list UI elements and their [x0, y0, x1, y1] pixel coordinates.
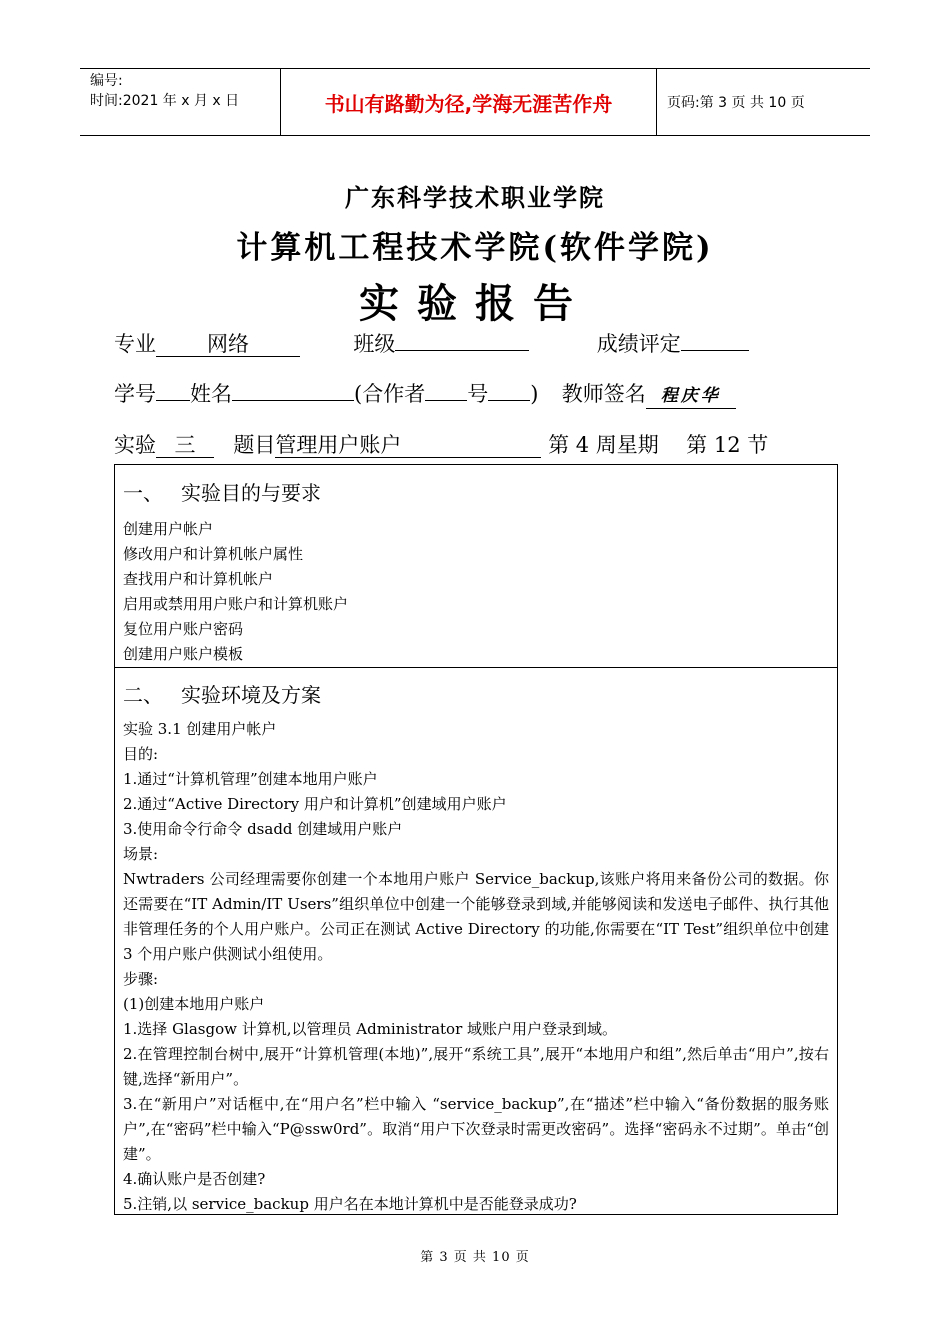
grade-label: 成绩评定	[596, 332, 681, 356]
step-item: 2.在管理控制台树中,展开“计算机管理(本地)”,展开“系统工具”,展开“本地用户和组”,然后单击“用户”,按右键,选择“新用户”。	[123, 1045, 829, 1088]
week-text: 第 4 周星期	[548, 433, 659, 457]
grade-value	[681, 350, 749, 351]
student-id-label: 学号	[114, 382, 156, 406]
section1-heading	[115, 465, 837, 509]
list-item: 启用或禁用用户账户和计算机账户	[123, 595, 349, 613]
teacher-sign-label: 教师签名	[561, 382, 646, 406]
partner-value	[425, 400, 467, 401]
exp-label: 实验	[114, 433, 156, 457]
scenario-paragraph: Nwtraders 公司经理需要你创建一个本地用户账户 Service_backup,该账户将用来备份公司的数据。你还需要在“IT Admin/IT Users”组织单位中创建一个能够登录到域,并能够阅读和发送电子邮件、执行其他非管理任务的个人用户账户。公司正在测试 Active Directory 的功能,你需要在“IT Test”组织单位中创建 3 个用户账户供测试小组使用。	[123, 870, 829, 963]
section1-title: 实验目的与要求	[181, 481, 321, 505]
text-line: 目的:	[123, 745, 159, 763]
steps-label: 步骤:	[123, 970, 159, 988]
header-motto: 书山有路勤为径,学海无涯苦作舟	[280, 69, 657, 135]
list-item: 查找用户和计算机帐户	[123, 570, 274, 588]
class-value	[395, 350, 529, 351]
header-meta	[80, 69, 280, 135]
name-label: 姓名	[190, 382, 232, 406]
student-id-value	[156, 400, 190, 401]
report-body-box	[114, 464, 838, 1215]
exp-value: 三	[156, 433, 214, 458]
report-title: 实验报告	[359, 280, 591, 327]
college-title: 计算机工程技术学院(软件学院)	[236, 230, 714, 266]
partner-no-label: 号	[467, 382, 489, 406]
major-label: 专业	[114, 332, 156, 356]
section2-title: 实验环境及方案	[181, 683, 321, 707]
text-line: 场景:	[123, 845, 159, 863]
list-item: 修改用户和计算机帐户属性	[123, 545, 304, 563]
list-item: 复位用户账户密码	[123, 620, 244, 638]
section-environment	[115, 667, 837, 1217]
step-item: 3.在“新用户”对话框中,在“用户名”栏中输入 “service_backup”,在“描述”栏中输入“备份数据的服务账户”,在“密码”栏中输入“P@ssw0rd”。取消“用户下次登录时需更改密码”。选择“密码永不过期”。单击“创建”。	[123, 1095, 829, 1163]
list-item: 创建用户帐户	[123, 520, 214, 538]
text-line: 2.通过“Active Directory 用户和计算机”创建域用户账户	[123, 795, 507, 813]
partner-close: )	[530, 382, 539, 406]
teacher-signature: 程庆华	[646, 384, 736, 409]
section1-number: 一、	[123, 481, 163, 505]
major-value: 网络	[156, 332, 300, 357]
section-objectives	[115, 465, 837, 668]
section2-number: 二、	[123, 683, 163, 707]
page-footer: 第 3 页 共 10 页	[420, 1250, 530, 1265]
time-label: 时间:2021 年 x 月 x 日	[90, 93, 240, 109]
info-line-student	[114, 378, 736, 409]
name-value	[232, 400, 354, 401]
text-line: 1.通过“计算机管理”创建本地用户账户	[123, 770, 378, 788]
number-label: 编号:	[90, 73, 123, 89]
step-item: 4.确认账户是否创建?	[123, 1170, 266, 1188]
class-label: 班级	[353, 332, 396, 356]
topic-label: 题目	[233, 433, 276, 457]
section-text: 第 12 节	[686, 433, 769, 457]
text-line: 实验 3.1 创建用户帐户	[123, 720, 277, 738]
school-title: 广东科学技术职业学院	[345, 183, 605, 212]
partner-no-value	[488, 400, 530, 401]
step-item: 5.注销,以 service_backup 用户名在本地计算机中是否能登录成功?	[123, 1195, 577, 1213]
section2-heading	[115, 667, 837, 711]
list-item: 创建用户账户模板	[123, 645, 244, 663]
section2-body	[115, 711, 829, 1217]
page-header	[80, 68, 870, 136]
info-line-experiment	[114, 429, 768, 459]
info-line-major	[114, 328, 749, 358]
step-group-title: (1)创建本地用户账户	[123, 995, 265, 1013]
header-page-info: 页码:第 3 页 共 10 页	[667, 95, 805, 111]
partner-label: (合作者	[354, 382, 426, 406]
objective-list	[115, 509, 837, 667]
text-line: 3.使用命令行命令 dsadd 创建域用户账户	[123, 820, 403, 838]
step-item: 1.选择 Glasgow 计算机,以管理员 Administrator 域账户用户登录到域。	[123, 1020, 618, 1038]
topic-value: 管理用户账户	[275, 433, 541, 458]
